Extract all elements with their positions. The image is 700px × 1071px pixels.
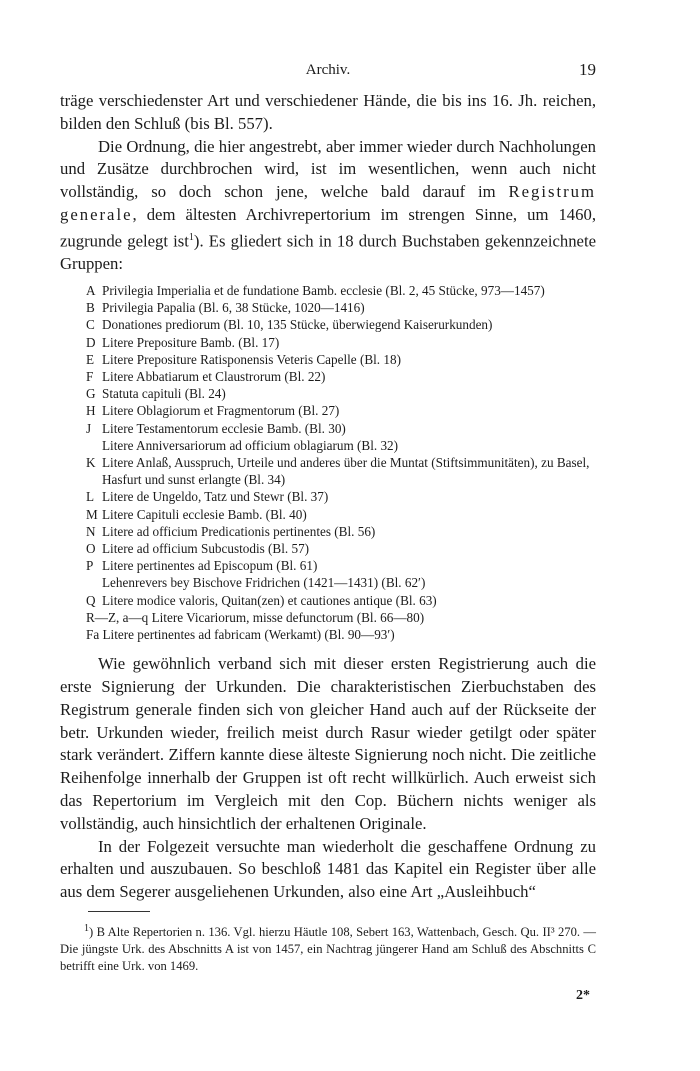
footnote-text: ) B Alte Repertorien n. 136. Vgl. hierzu Häutle 108, Sebert 163, Wattenbach, Gesch. Qu. II³ 270. — Die jüngste Urk. des Abschnitts A ist von 1457, ein Nachtrag jüngerer Hand am Schluß des Abschnitts C betrifft eine Urk. von 1469. (60, 925, 596, 974)
group-item (86, 609, 596, 626)
footnote-1 (60, 920, 596, 975)
group-item (86, 385, 596, 402)
group-text: Litere Anlaß, Ausspruch, Urteile und anderes über die Muntat (Stiftsimmunitäten), zu Basel, Hasfurt und sunst erlangte (Bl. 34) (102, 454, 590, 488)
group-text: Litere modice valoris, Quitan(zen) et cautiones antique (Bl. 63) (102, 592, 437, 608)
group-item (86, 402, 596, 419)
group-letter: A (86, 282, 96, 298)
group-letter: J (86, 420, 92, 436)
group-letter: Q (86, 592, 96, 608)
group-letter: H (86, 403, 96, 419)
group-text: Litere Capituli ecclesie Bamb. (Bl. 40) (102, 506, 307, 522)
group-item (86, 506, 596, 523)
group-item (86, 334, 596, 351)
paragraph-4: In der Folgezeit versuchte man wiederholt die geschaffene Ordnung zu erhalten und auszubauen. So beschloß 1481 das Kapitel ein Register über alle aus dem Segerer ausgeliehenen Urkunden, also eine Art „Ausleihbuch“ (60, 836, 596, 902)
group-item (86, 488, 596, 505)
group-item (86, 523, 596, 540)
group-letter: L (86, 489, 95, 505)
running-header (60, 62, 596, 82)
group-item (86, 592, 596, 609)
group-letter: Fa (86, 627, 100, 642)
group-text: Privilegia Imperialia et de fundatione Bamb. ecclesie (Bl. 2, 45 Stücke, 973—1457) (102, 282, 545, 298)
group-text: Litere Oblagiorum et Fragmentorum (Bl. 27) (102, 403, 340, 419)
group-text: Litere pertinentes ad Episcopum (Bl. 61) (102, 558, 318, 574)
group-text: Litere Prepositure Ratisponensis Veteris Capelle (Bl. 18) (102, 351, 401, 367)
group-letter: G (86, 386, 96, 402)
paragraph-3: Wie gewöhnlich verband sich mit dieser ersten Registrierung auch die erste Signierung der Urkunden. Die charakteristischen Zierbuchstaben des Registrum generale finden sich von gleicher Hand auch auf der Rückseite der betr. Urkunden wieder, freilich meist durch Rasur wieder getilgt oder später stark verändert. Ziffern kannte diese älteste Signierung noch nicht. Die zeitliche Reihenfolge innerhalb der Gruppen ist oft recht willkürlich. Auch erweist sich das Repertorium im Vergleich mit den Cop. Büchern nichts weniger als vollständig, auch hinsichtlich der erhaltenen Originale. (60, 654, 596, 833)
group-text: Litere Abbatiarum et Claustrorum (Bl. 22) (102, 368, 326, 384)
group-letter: N (86, 523, 96, 539)
group-item (86, 282, 596, 299)
group-text: Lehenrevers bey Bischove Fridrichen (1421—1431) (Bl. 62′) (102, 575, 426, 591)
group-letter: P (86, 558, 94, 574)
group-letter: R—Z, a—q (86, 609, 149, 625)
group-item (86, 420, 596, 437)
page-number: 19 (579, 60, 596, 79)
group-text: Litere Anniversariorum ad officium oblagiarum (Bl. 32) (102, 437, 399, 453)
group-text: Litere Prepositure Bamb. (Bl. 17) (102, 334, 280, 350)
group-item (86, 574, 596, 591)
group-letter: F (86, 368, 94, 384)
group-item (86, 437, 596, 454)
group-text: Statuta capituli (Bl. 24) (102, 386, 226, 402)
paragraph-2-text-a: Die Ordnung, die hier angestrebt, aber immer wieder durch Nachholungen und Zusätze durchbrochen wird, ist im wesentlichen, wenn auch nicht vollständig, so doch schon jene, welche bald darauf im (60, 136, 596, 202)
registrum-generale-spaced: Registrum generale (60, 182, 596, 224)
group-text: Litere pertinentes ad fabricam (Werkamt) (Bl. 90—93′) (102, 627, 395, 642)
group-letter: B (86, 300, 95, 316)
footnote-mark: 1 (84, 923, 89, 934)
paragraph-2-text-b: , dem ältesten Archivrepertorium im strengen Sinne, um 1460, zugrunde gelegt ist (60, 204, 596, 251)
footnote-reference: 1 (188, 231, 194, 243)
group-item (86, 368, 596, 385)
footnotes (60, 911, 596, 975)
group-text: Litere de Ungeldo, Tatz und Stewr (Bl. 37) (102, 489, 329, 505)
group-letter: E (86, 351, 95, 367)
group-item (86, 316, 596, 333)
group-letter: O (86, 540, 96, 556)
group-letter: K (86, 454, 96, 470)
group-item (86, 299, 596, 316)
group-text: Donationes prediorum (Bl. 10, 135 Stücke, überwiegend Kaiserurkunden) (102, 317, 493, 333)
group-item (86, 454, 596, 488)
signature-mark: 2* (576, 988, 590, 1003)
main-text (60, 90, 596, 904)
group-letter: D (86, 334, 96, 350)
group-list (60, 282, 596, 643)
paragraph-2 (60, 136, 596, 276)
group-text: Litere ad officium Subcustodis (Bl. 57) (102, 540, 310, 556)
group-text: Litere Vicariorum, misse defunctorum (Bl. 66—80) (151, 609, 425, 625)
group-text: Privilegia Papalia (Bl. 6, 38 Stücke, 1020—1416) (102, 300, 365, 316)
group-text: Litere ad officium Predicationis pertinentes (Bl. 56) (102, 523, 376, 539)
group-item (86, 626, 596, 643)
group-letter: M (86, 506, 98, 522)
paragraph-2-text-c: ). Es gliedert sich in 18 durch Buchstaben gekennzeichnete Gruppen: (60, 231, 596, 274)
paragraph-1: träge verschiedenster Art und verschiedener Hände, die bis ins 16. Jh. reichen, bilden den Schluß (bis Bl. 557). (60, 91, 596, 133)
group-item (86, 351, 596, 368)
group-item (86, 557, 596, 574)
footnote-rule (88, 911, 150, 912)
group-text: Litere Testamentorum ecclesie Bamb. (Bl. 30) (102, 420, 346, 436)
group-item (86, 540, 596, 557)
group-letter: C (86, 317, 95, 333)
running-title: Archiv. (305, 62, 351, 78)
